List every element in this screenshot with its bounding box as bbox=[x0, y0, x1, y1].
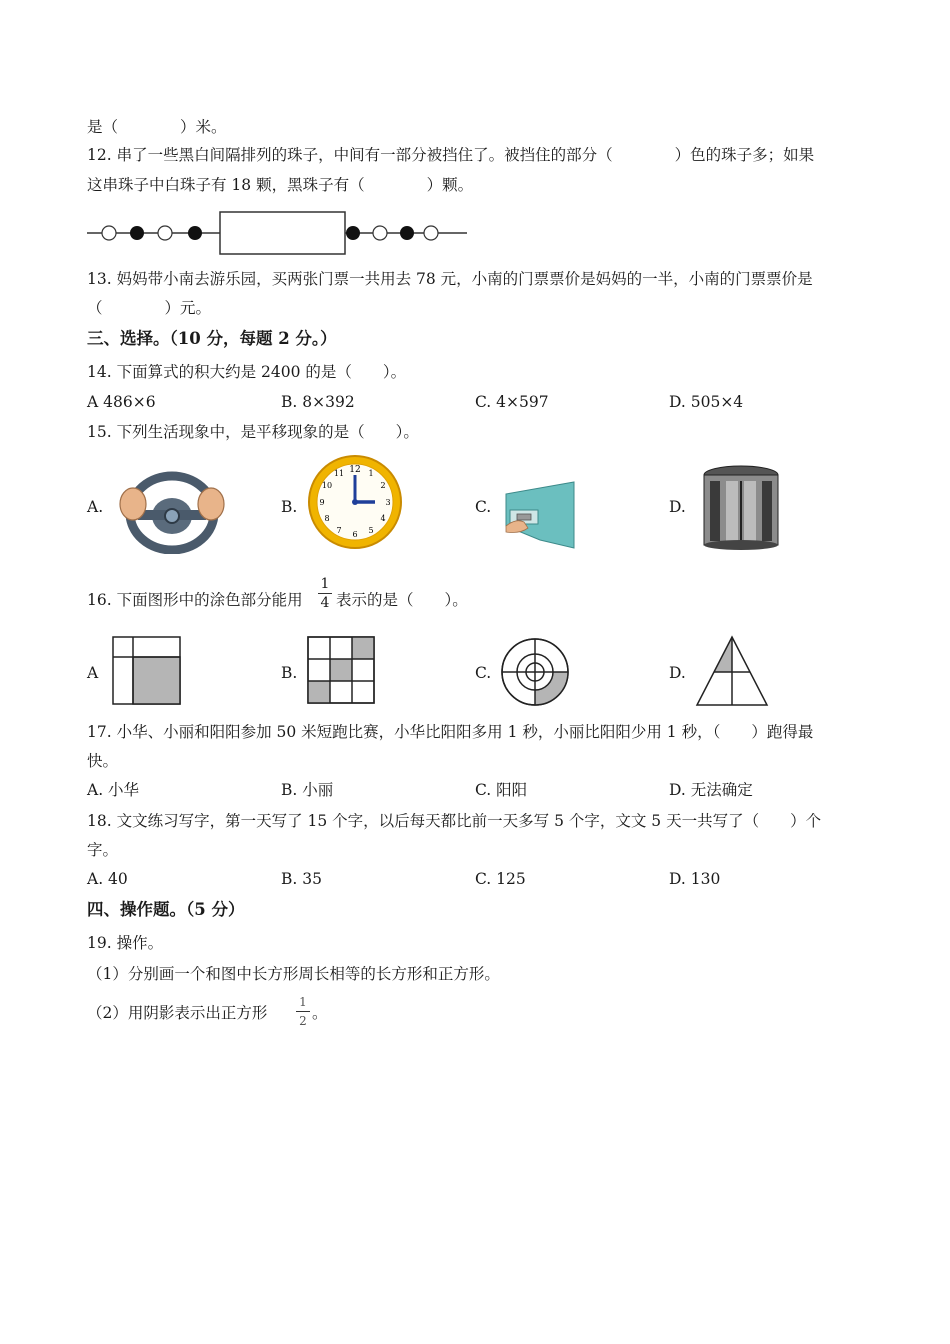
q13-line2: （ ）元。 bbox=[87, 299, 212, 317]
q12-line2: 这串珠子中白珠子有 18 颗，黑珠子有（ ）颗。 bbox=[87, 176, 474, 194]
q18-line1: 18. 文文练习写字，第一天写了 15 个字，以后每天都比前一天多写 5 个字，文文 5 天一共写了（ ）个 bbox=[87, 812, 822, 830]
figure-c-rings bbox=[500, 637, 570, 707]
black-bead bbox=[130, 226, 144, 240]
q18-option-c: C. 125 bbox=[475, 870, 526, 888]
clock-num-7: 7 bbox=[336, 526, 342, 535]
section-3-heading: 三、选择。（10 分，每题 2 分。） bbox=[87, 329, 337, 348]
clock-num-11: 11 bbox=[333, 469, 345, 478]
q19-part2-text: （2）用阴影表示出正方形 bbox=[87, 1004, 268, 1022]
q17-line2: 快。 bbox=[87, 752, 119, 770]
q17-option-a: A. 小华 bbox=[87, 781, 140, 799]
q12-line1: 12. 串了一些黑白间隔排列的珠子，中间有一部分被挡住了。被挡住的部分（ ）色的珠子多；如果 bbox=[87, 146, 815, 164]
drawer-image bbox=[500, 480, 578, 550]
q18-option-d: D. 130 bbox=[669, 870, 721, 888]
q11-tail: 是（ ）米。 bbox=[87, 118, 227, 136]
clock-num-4: 4 bbox=[380, 514, 386, 523]
fraction-denominator: 2 bbox=[299, 1014, 307, 1028]
q14-option-b: B. 8×392 bbox=[281, 393, 355, 411]
clock-image bbox=[305, 453, 405, 551]
q14-option-d: D. 505×4 bbox=[669, 393, 744, 411]
fraction-numerator: 1 bbox=[320, 576, 330, 592]
q19-part2-tail: 。 bbox=[312, 1004, 328, 1022]
q19-part1: （1）分别画一个和图中长方形周长相等的长方形和正方形。 bbox=[87, 965, 500, 983]
figure-b-grid bbox=[307, 636, 375, 704]
q16-option-c: C. bbox=[475, 664, 492, 682]
q15-text: 15. 下列生活现象中，是平移现象的是（ ）。 bbox=[87, 423, 419, 441]
white-bead bbox=[158, 226, 172, 240]
section-4-heading: 四、操作题。（5 分） bbox=[87, 900, 245, 919]
steering-wheel-image bbox=[118, 468, 226, 554]
clock-num-1: 1 bbox=[368, 469, 374, 478]
cover-box bbox=[220, 212, 345, 254]
white-bead bbox=[373, 226, 387, 240]
figure-d-triangle bbox=[695, 635, 769, 707]
clock-num-8: 8 bbox=[324, 514, 330, 523]
q19-text: 19. 操作。 bbox=[87, 934, 164, 952]
clock-num-5: 5 bbox=[368, 526, 374, 535]
q14-option-a: A 486×6 bbox=[87, 393, 156, 411]
clock-num-6: 6 bbox=[352, 530, 358, 539]
bead-string-figure bbox=[87, 208, 472, 258]
q13-line1: 13. 妈妈带小南去游乐园，买两张门票一共用去 78 元，小南的门票票价是妈妈的一半，小南的门票票价是 bbox=[87, 270, 813, 288]
q14-text: 14. 下面算式的积大约是 2400 的是（ ）。 bbox=[87, 363, 407, 381]
q18-option-b: B. 35 bbox=[281, 870, 322, 888]
clock-num-3: 3 bbox=[385, 498, 391, 507]
q17-option-c: C. 阳阳 bbox=[475, 781, 528, 799]
q16-text-part1: 16. 下面图形中的涂色部分能用 bbox=[87, 591, 303, 609]
q15-option-d: D. bbox=[669, 498, 686, 516]
q15-option-a: A. bbox=[87, 498, 104, 516]
black-bead bbox=[188, 226, 202, 240]
q17-option-b: B. 小丽 bbox=[281, 781, 334, 799]
q15-option-b: B. bbox=[281, 498, 298, 516]
fraction-denominator: 4 bbox=[320, 595, 330, 611]
white-bead bbox=[102, 226, 116, 240]
q18-option-a: A. 40 bbox=[87, 870, 128, 888]
black-bead bbox=[346, 226, 360, 240]
q16-option-d: D. bbox=[669, 664, 686, 682]
revolving-door-image bbox=[700, 463, 782, 551]
clock-num-12: 12 bbox=[349, 465, 361, 475]
clock-num-10: 10 bbox=[321, 481, 333, 490]
fraction-one-quarter bbox=[318, 576, 332, 611]
black-bead bbox=[400, 226, 414, 240]
fraction-one-half bbox=[296, 994, 310, 1029]
q18-line2: 字。 bbox=[87, 841, 119, 859]
q15-option-c: C. bbox=[475, 498, 492, 516]
figure-a-rectangle-split bbox=[112, 636, 182, 706]
q16-option-a: A bbox=[87, 664, 99, 682]
white-bead bbox=[424, 226, 438, 240]
q16-text-part2: 表示的是（ ）。 bbox=[336, 591, 468, 609]
clock-num-2: 2 bbox=[380, 481, 386, 490]
fraction-numerator: 1 bbox=[299, 995, 307, 1009]
q16-option-b: B. bbox=[281, 664, 298, 682]
clock-num-9: 9 bbox=[319, 498, 325, 507]
q17-line1: 17. 小华、小丽和阳阳参加 50 米短跑比赛，小华比阳阳多用 1 秒，小丽比阳阳少用 1 秒，（ ）跑得最 bbox=[87, 723, 814, 741]
q17-option-d: D. 无法确定 bbox=[669, 781, 753, 799]
q14-option-c: C. 4×597 bbox=[475, 393, 549, 411]
